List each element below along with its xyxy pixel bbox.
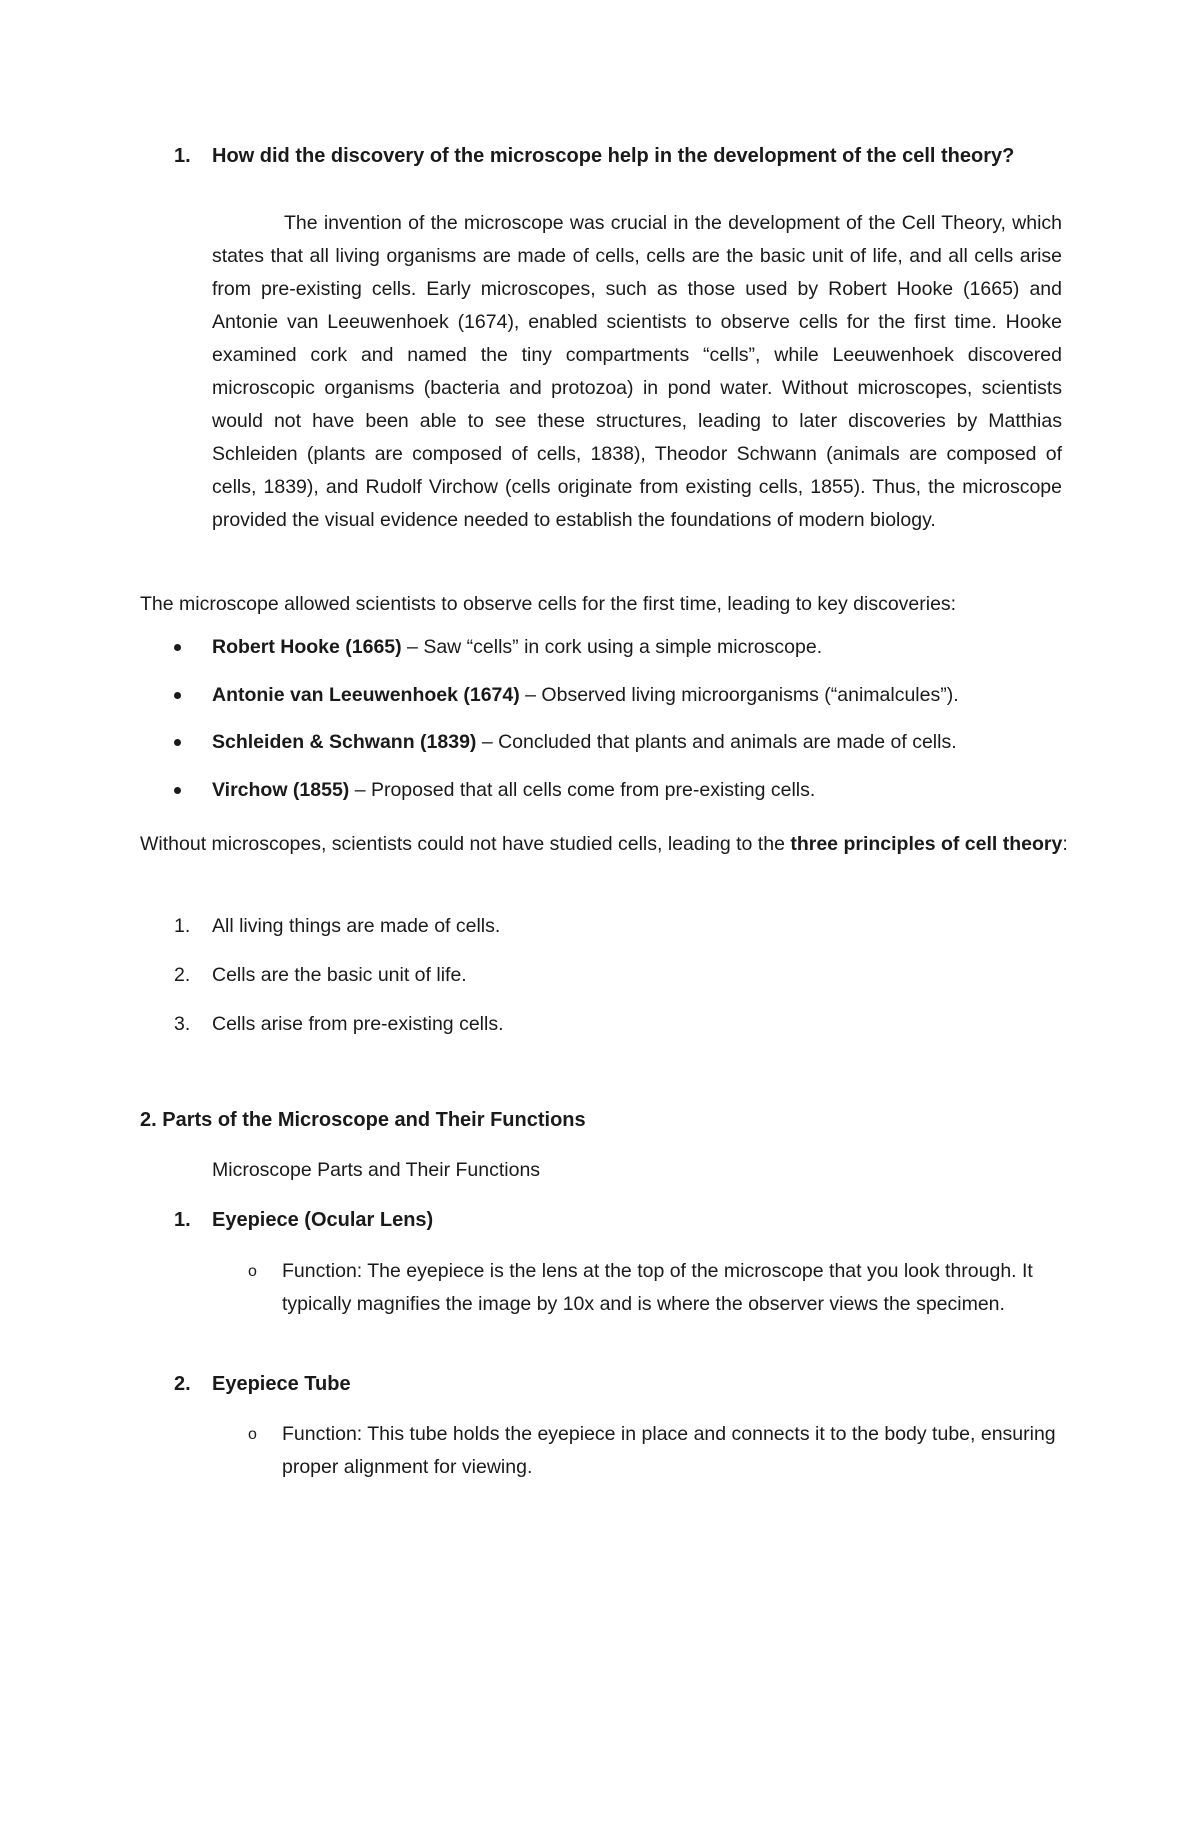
question-1-heading: [174, 142, 1094, 170]
part-function: [248, 1418, 1068, 1484]
discovery-text: – Observed living microorganisms (“animalcules”).: [519, 683, 959, 706]
list-item: [174, 961, 1054, 1010]
list-item: [170, 681, 1070, 729]
discovery-key: Schleiden & Schwann (1839): [212, 731, 477, 753]
answer-paragraph: [212, 207, 1062, 537]
principle-text: Cells arise from pre-existing cells.: [212, 1013, 504, 1035]
part-number: 1.: [174, 1209, 191, 1231]
principle-number: 1.: [174, 915, 191, 937]
part-number: 2.: [174, 1373, 191, 1395]
list-item: [174, 912, 1054, 961]
discovery-text: – Proposed that all cells come from pre-existing cells.: [349, 778, 816, 801]
section-2-heading: 2. Parts of the Microscope and Their Functions: [140, 1109, 586, 1131]
bullet-icon: [174, 787, 181, 794]
principles-intro-bold: three principles of cell theory: [790, 833, 1063, 855]
principles-intro: [140, 828, 1080, 861]
part-name: Eyepiece (Ocular Lens): [212, 1209, 434, 1231]
discoveries-list: [170, 633, 1070, 823]
list-item: [174, 1010, 1054, 1059]
question-1-text: How did the discovery of the microscope help in the development of the cell theory?: [212, 145, 1015, 167]
list-item: [170, 728, 1070, 776]
part-function-text: Function: This tube holds the eyepiece in place and connects it to the body tube, ensuring proper alignment for viewing.: [282, 1423, 1056, 1478]
discoveries-intro: The microscope allowed scientists to observe cells for the first time, leading to key discoveries:: [140, 593, 957, 615]
part-function-text: Function: The eyepiece is the lens at the top of the microscope that you look through. It typically magnifies the image by 10x and is where the observer views the specimen.: [282, 1260, 1033, 1315]
bullet-icon: [174, 692, 181, 699]
principles-intro-end: :: [1062, 833, 1068, 855]
list-item: [170, 776, 1070, 824]
principles-intro-plain: Without microscopes, scientists could not have studied cells, leading to the: [140, 833, 791, 855]
discovery-text: – Concluded that plants and animals are made of cells.: [476, 731, 957, 753]
circle-bullet-icon: o: [248, 1263, 257, 1280]
answer-text: The invention of the microscope was crucial in the development of the Cell Theory, which states that all living organisms are made of cells, cells are the basic unit of life, and all cells arise from pre-existing cells. Early microscopes, such as those used by Robert Hooke (1665) and Antonie van Leeuwenhoek (1674), enabled scientists to observe cells for the first time. Hooke examined cork and named the tiny compartments “cells”, while Leeuwenhoek discovered microscopic organisms (bacteria and protozoa) in pond water. Without microscopes, scientists would not have been able to see these structures, leading to later discoveries by Matthias Schleiden (plants are composed of cells, 1838), Theodor Schwann (animals are composed of cells, 1839), and Rudolf Virchow (cells originate from existing cells, 1855). Thus, the microscope provided the visual evidence needed to establish the foundations of modern biology.: [212, 212, 1062, 531]
question-1-number: 1.: [174, 145, 191, 167]
principle-number: 3.: [174, 1013, 191, 1035]
principle-text: All living things are made of cells.: [212, 915, 501, 937]
circle-bullet-icon: o: [248, 1426, 257, 1443]
section-2-subtitle: Microscope Parts and Their Functions: [212, 1159, 541, 1181]
bullet-icon: [174, 644, 181, 651]
part-name: Eyepiece Tube: [212, 1373, 351, 1395]
principle-text: Cells are the basic unit of life.: [212, 964, 467, 986]
discovery-text: – Saw “cells” in cork using a simple microscope.: [401, 636, 823, 658]
bullet-icon: [174, 739, 181, 746]
part-heading: [174, 1370, 351, 1398]
principles-list: [174, 912, 1054, 1059]
part-heading: [174, 1206, 433, 1234]
discovery-key: Robert Hooke (1665): [212, 636, 402, 658]
list-item: [170, 633, 1070, 681]
discovery-key: Virchow (1855): [212, 778, 350, 801]
part-function: [248, 1255, 1068, 1321]
discovery-key: Antonie van Leeuwenhoek (1674): [212, 683, 520, 706]
principle-number: 2.: [174, 964, 191, 986]
